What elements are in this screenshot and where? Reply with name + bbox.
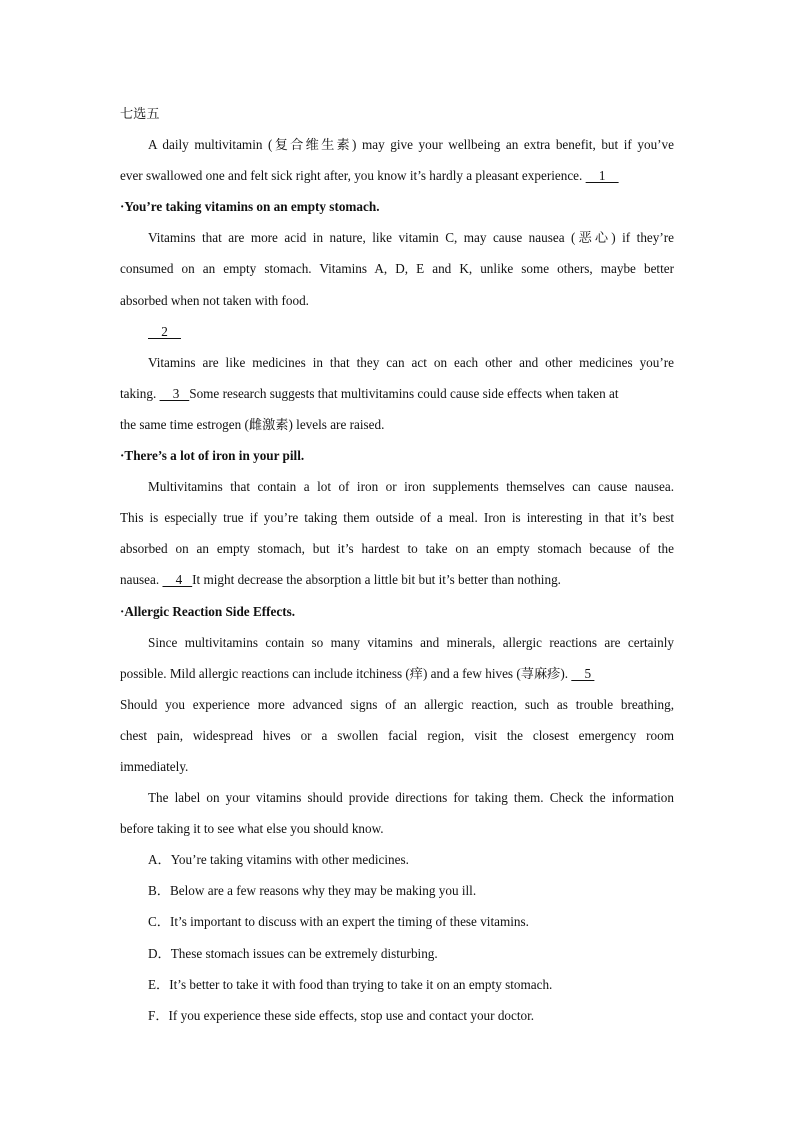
- paragraph-line: Vitamins are like medicines in that they can act on each other and other medicines you’re: [148, 354, 674, 370]
- paragraph-text: nausea.: [120, 572, 160, 588]
- option-f[interactable]: F．If you experience these side effects, stop use and contact your doctor.: [148, 1007, 535, 1023]
- paragraph-line: Multivitamins that contain a lot of iron or iron supplements themselves can cause nausea.: [148, 479, 674, 495]
- paragraph-line: [120, 378, 674, 409]
- paragraph-text: ever swallowed one and felt sick right after, you know it’s hardly a pleasant experience.: [120, 168, 583, 184]
- paragraph-line: [120, 316, 674, 347]
- paragraph-line: before taking it to see what else you should know.: [120, 821, 384, 837]
- paragraph-line: Since multivitamins contain so many vitamins and minerals, allergic reactions are certainly: [148, 634, 674, 650]
- paragraph-text: It might decrease the absorption a little bit but it’s better than nothing.: [192, 572, 561, 588]
- paragraph-line: [120, 658, 674, 689]
- option-d[interactable]: D．These stomach issues can be extremely disturbing.: [148, 945, 438, 961]
- paragraph-line: A daily multivitamin (复合维生素) may give your wellbeing an extra benefit, but if you’ve: [148, 137, 674, 153]
- paragraph-line: [120, 160, 674, 191]
- section-title: 七选五: [120, 106, 160, 121]
- section-heading: ·There’s a lot of iron in your pill.: [120, 448, 305, 464]
- blank-2[interactable]: 2: [148, 323, 181, 339]
- option-e[interactable]: E．It’s better to take it with food than trying to take it on an empty stomach.: [148, 976, 553, 992]
- paragraph-line: the same time estrogen (雌激素) levels are raised.: [120, 416, 385, 432]
- section-heading: ·You’re taking vitamins on an empty stomach.: [120, 199, 380, 215]
- blank-1[interactable]: 1: [585, 168, 619, 184]
- paragraph-line: [120, 564, 674, 595]
- section-heading: ·Allergic Reaction Side Effects.: [120, 603, 296, 619]
- paragraph-line: absorbed on an empty stomach, but it’s hardest to take on an empty stomach because of the: [120, 541, 674, 557]
- blank-5[interactable]: 5: [571, 665, 595, 681]
- paragraph-line: chest pain, widespread hives or a swollen facial region, visit the closest emergency room: [120, 727, 674, 743]
- paragraph-line: This is especially true if you’re taking them outside of a meal. Iron is interesting in that it’s best: [120, 510, 674, 526]
- paragraph-line: consumed on an empty stomach. Vitamins A, D, E and K, unlike some others, maybe better: [120, 261, 674, 277]
- paragraph-text: Some research suggests that multivitamins could cause side effects when taken at: [189, 385, 619, 401]
- option-b[interactable]: B．Below are a few reasons why they may be making you ill.: [148, 883, 477, 899]
- blank-3[interactable]: 3: [159, 385, 190, 401]
- paragraph-line: absorbed when not taken with food.: [120, 292, 309, 308]
- blank-4[interactable]: 4: [162, 572, 193, 588]
- paragraph-line: immediately.: [120, 758, 189, 774]
- paragraph-line: Should you experience more advanced signs of an allergic reaction, such as trouble breathing,: [120, 696, 674, 712]
- paragraph-line: The label on your vitamins should provide directions for taking them. Check the information: [148, 790, 674, 806]
- paragraph-line: Vitamins that are more acid in nature, like vitamin C, may cause nausea (恶心) if they’re: [148, 230, 674, 246]
- paragraph-text: taking.: [120, 385, 157, 401]
- paragraph-text: possible. Mild allergic reactions can include itchiness (痒) and a few hives (荨麻疹).: [120, 665, 569, 681]
- option-a[interactable]: A．You’re taking vitamins with other medicines.: [148, 852, 409, 868]
- document-page: [120, 98, 674, 1031]
- option-c[interactable]: C．It’s important to discuss with an expert the timing of these vitamins.: [148, 914, 529, 930]
